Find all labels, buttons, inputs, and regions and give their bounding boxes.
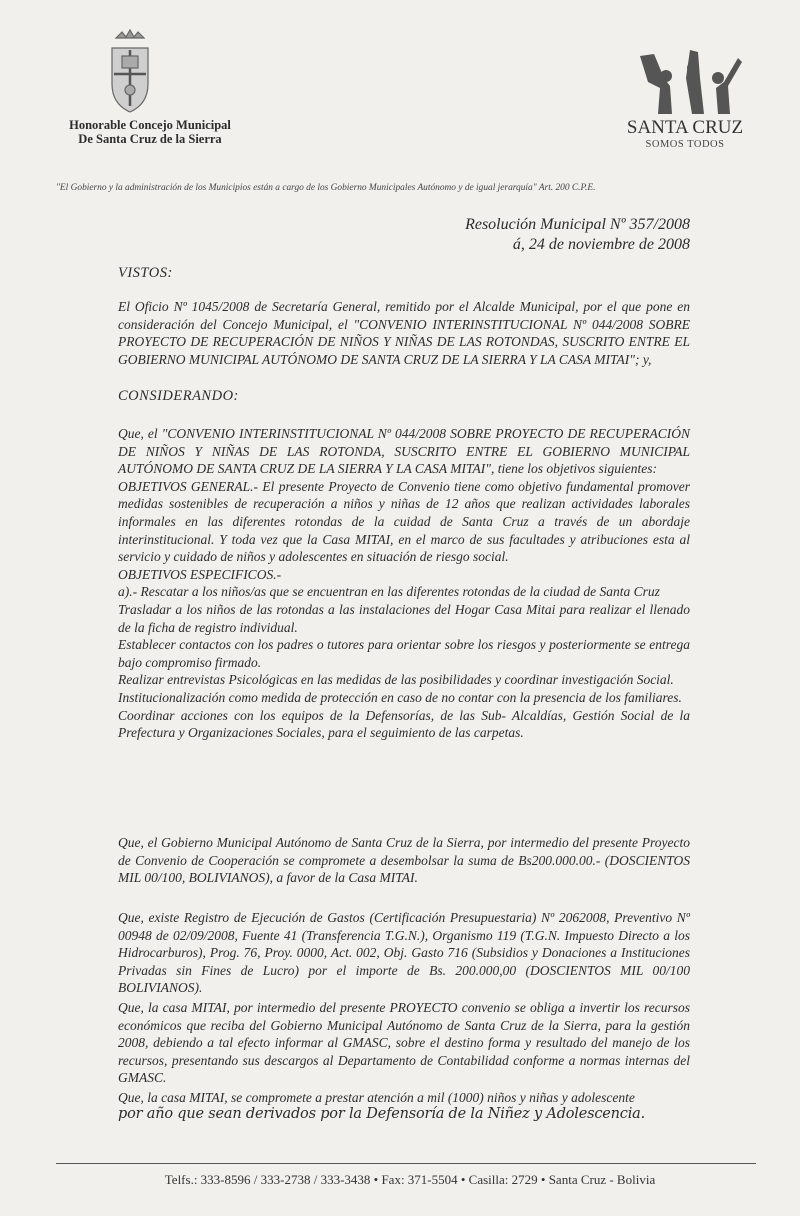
paragraph-atencion: Que, la casa MITAI, se compromete a prestar atención a mil (1000) niños y niñas y adolescente [118,1090,635,1105]
paragraph: Que, el "CONVENIO INTERINSTITUCIONAL Nº 044/2008 SOBRE PROYECTO DE RECUPERACIÓN DE NIÑOS Y NIÑAS DE LAS ROTONDA, SUSCRITO ENTRE EL GOBIERNO MUNICIPAL AUTÓNOMO DE SANTA CRUZ DE LA SIERRA Y LA CASA MITAI", tiene los objetivos siguientes: [118,426,690,477]
objetivo-general: OBJETIVOS GENERAL.- El presente Proyecto de Convenio tiene como objetivo fundamental promover medidas sostenibles de recuperación a niños y niñas de 12 años que realizan actividades laborales informales en las diferentes rotondas de la cuidad de Santa Cruz a través de un abordaje interinstitucional. Y toda vez que la Casa MITAI, en el marco de sus facultades y atribuciones esta al servicio y cuidado de niños y adolescentes en situación de riesgo social. [118,478,690,565]
list-item: Coordinar acciones con los equipos de la Defensorías, de las Sub- Alcaldías, Gestión Social de la Prefectura y Organizaciones Sociales, para el seguimiento de las carpetas. [118,707,690,741]
council-name-line2: De Santa Cruz de la Sierra [78,132,222,146]
logo-text: SANTA CRUZ [626,117,744,138]
paragraph-obligacion: Que, la casa MITAI, por intermedio del presente PROYECTO convenio se obliga a invertir los recursos económicos que reciba del Gobierno Municipal Autónomo de Santa Cruz de la Sierra, para la gestión 2008, debiendo a tal efecto informar al GMASC, sobre el destino forma y resultado del manejo de los recursos, presentando sus descargos al Departamento de Contabilidad conforme a normas internas del GMASC. [118,1000,690,1086]
list-item: a).- Rescatar a los niños/as que se encuentran en las diferentes rotondas de la ciudad de Santa Cruz [118,584,660,600]
list-item: Realizar entrevistas Psicológicas en las medidas de las posibilidades y coordinar investigación Social. [118,672,674,688]
municipal-coat-of-arms [102,28,158,114]
vistos-text: El Oficio Nº 1045/2008 de Secretaría General, remitido por el Alcalde Municipal, por el que pone en consideración del Concejo Municipal, el "CONVENIO INTERINSTITUCIONAL Nº 044/2008 SOBRE PROYECTO DE RECUPERACIÓN DE NIÑOS Y NIÑAS DE LAS ROTONDAS, SUSCRITO ENTRE EL GOBIERNO MUNICIPAL AUTÓNOMO DE SANTA CRUZ DE LA SIERRA Y LA CASA MITAI"; y, [118,299,690,367]
list-item: Trasladar a los niños de las rotondas a las instalaciones del Hogar Casa Mitai para realizar el llenado de la ficha de registro individual. [118,601,690,635]
logo-subtext: SOMOS TODOS [645,139,725,150]
paragraph-atencion-cont: por año que sean derivados por la Defensoría de la Niñez y Adolescencia. [118,1106,646,1122]
paragraph-desembolso: Que, el Gobierno Municipal Autónomo de Santa Cruz de la Sierra, por intermedio del presente Proyecto de Convenio de Cooperación se compromete a desembolsar la suma de Bs200.000.00.- (DOSCIENTOS MIL 00/100, BOLIVIANOS), a favor de la Casa MITAI. [118,835,690,886]
list-item: Establecer contactos con los padres o tutores para orientar sobre los riesgos y posteriormente se entrega bajo compromiso firmado. [118,637,690,670]
resolution-number: Resolución Municipal Nº 357/2008 [465,216,690,233]
vistos-heading: VISTOS: [118,265,173,281]
resolution-date: á, 24 de noviembre de 2008 [512,236,690,253]
objetivos-especificos-heading: OBJETIVOS ESPECIFICOS.- [118,566,282,582]
footer-contact: Telfs.: 333-8596 / 333-2738 / 333-3438 • Fax: 371-5504 • Casilla: 2729 • Santa Cruz - Bolivia [164,1172,656,1187]
paragraph-registro-gastos: Que, existe Registro de Ejecución de Gastos (Certificación Presupuestaria) Nº 2062008, Preventivo Nº 00948 de 02/09/2008, Fuente 41 (Transferencia T.G.N.), Organismo 119 (T.G.N. Impuesto Directo a los Hidrocarburos), Prog. 76, Proy. 0000, Act. 002, Obj. Gasto 716 (Subsidios y Donaciones a Instituciones Privadas sin Fines de Lucro) por el importe de Bs. 200.000,00 (DOSCIENTOS MIL 00/100 BOLIVIANOS). [118,910,690,996]
considerando-heading: CONSIDERANDO: [118,388,239,404]
council-name-line1: Honorable Concejo Municipal [69,118,231,132]
list-item: Institucionalización como medida de protección en caso de no contar con la presencia de los familiares. [118,689,682,705]
considerando-body [118,425,690,742]
footer-divider [56,1163,756,1164]
figures-icon [620,48,750,118]
constitution-motto: "El Gobierno y la administración de los Municipios están a cargo de los Gobierno Municipales Autónomo y de igual jerarquía" Art. 200 C.P.E. [56,183,596,193]
santa-cruz-logo [620,48,750,156]
